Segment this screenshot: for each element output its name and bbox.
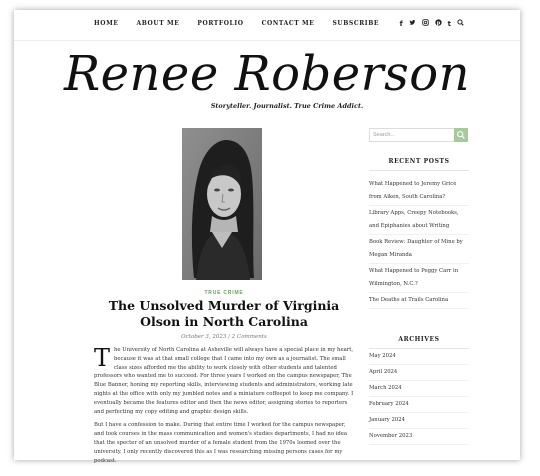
nav-item-contact-me[interactable]: CONTACT ME xyxy=(261,20,315,27)
site-title[interactable]: Renee Roberson xyxy=(63,46,471,102)
svg-text:p: p xyxy=(436,20,440,27)
search-icon xyxy=(454,128,468,142)
post-title[interactable]: The Unsolved Murder of Virginia Olson in North Carolina xyxy=(108,298,340,329)
archive-link[interactable]: May 2024 xyxy=(369,349,469,365)
browser-page xyxy=(14,10,520,464)
archives-widget xyxy=(369,336,469,445)
post-paragraph: But I have a confession to make. During that entire time I worked for the campus newspaper, and took courses in the mass communication and women's studies departments, I had no idea that the specter of an unsolved murder of a female student from the 1970s loomed over the university. I only recently discovered this as I was researching missing persons cases for my podcast. xyxy=(94,422,348,464)
drop-cap: T xyxy=(94,344,111,372)
paragraph-text: he University of North Carolina at Asheville will always have a special place in my heart, because it was at that small college that I came into my own as a journalist. The small class sizes afforded me the ability to work closely with other students and talented professors who wanted me to succeed. For three years I worked on the campus newspaper, The Blue Banner, honing my reporting skills, interviewing students and administrators, working late nights at the office with only my jumbled notes and a miniature coffeepot to keep me company. I eventually became the features editor and then the news editor, assigning stories to reporters and perfecting my copy editing and graphic design skills. xyxy=(94,347,354,415)
recent-posts-list xyxy=(369,177,469,309)
recent-post-link[interactable]: Book Review: Daughter of Mine by Megan Miranda xyxy=(369,235,469,264)
divider xyxy=(369,170,469,171)
archives-title: ARCHIVES xyxy=(398,336,440,343)
post-body xyxy=(94,346,354,470)
nav-item-subscribe[interactable]: SUBSCRIBE xyxy=(332,20,380,27)
search-box xyxy=(369,128,468,142)
search-icon[interactable] xyxy=(457,19,464,28)
recent-post-link[interactable]: Library Apps, Creepy Notebooks, and Epiphanies about Writing xyxy=(369,206,469,235)
featured-image[interactable] xyxy=(182,128,262,280)
recent-posts-title: RECENT POSTS xyxy=(388,158,450,165)
pinterest-icon[interactable] xyxy=(435,19,442,28)
archive-link[interactable]: March 2024 xyxy=(369,381,469,397)
search-input[interactable]: Search... xyxy=(373,132,396,138)
nav-menu xyxy=(94,20,379,27)
sidebar xyxy=(369,128,469,309)
nav-item-about-me[interactable]: ABOUT ME xyxy=(136,20,180,27)
instagram-icon[interactable] xyxy=(422,19,429,28)
nav-item-home[interactable]: HOME xyxy=(94,20,119,27)
recent-post-link[interactable]: What Happened to Jeremy Grice from Aiken, South Carolina? xyxy=(369,177,469,206)
twitter-icon[interactable] xyxy=(409,19,416,28)
post-paragraph xyxy=(94,346,354,416)
recent-post-link[interactable]: The Deaths at Trails Carolina xyxy=(369,293,469,309)
archive-link[interactable]: February 2024 xyxy=(369,397,469,413)
archive-link[interactable]: November 2023 xyxy=(369,429,469,445)
post-meta: October 3, 2023 / 2 Comments xyxy=(181,334,267,340)
recent-post-link[interactable]: What Happened to Peggy Carr in Wilmington, N.C.? xyxy=(369,264,469,293)
site-tagline: Storyteller. Journalist. True Crime Addict. xyxy=(210,102,364,110)
archives-list xyxy=(369,349,469,445)
tumblr-icon[interactable]: t xyxy=(447,19,451,28)
archive-link[interactable]: January 2024 xyxy=(369,413,469,429)
archive-link[interactable]: April 2024 xyxy=(369,365,469,381)
post-category[interactable]: TRUE CRIME xyxy=(204,290,244,296)
search-button[interactable] xyxy=(454,128,468,142)
facebook-icon[interactable]: f xyxy=(399,19,403,28)
nav-item-portfolio[interactable]: PORTFOLIO xyxy=(197,20,244,27)
social-icons xyxy=(400,19,464,28)
top-navigation xyxy=(14,10,520,41)
